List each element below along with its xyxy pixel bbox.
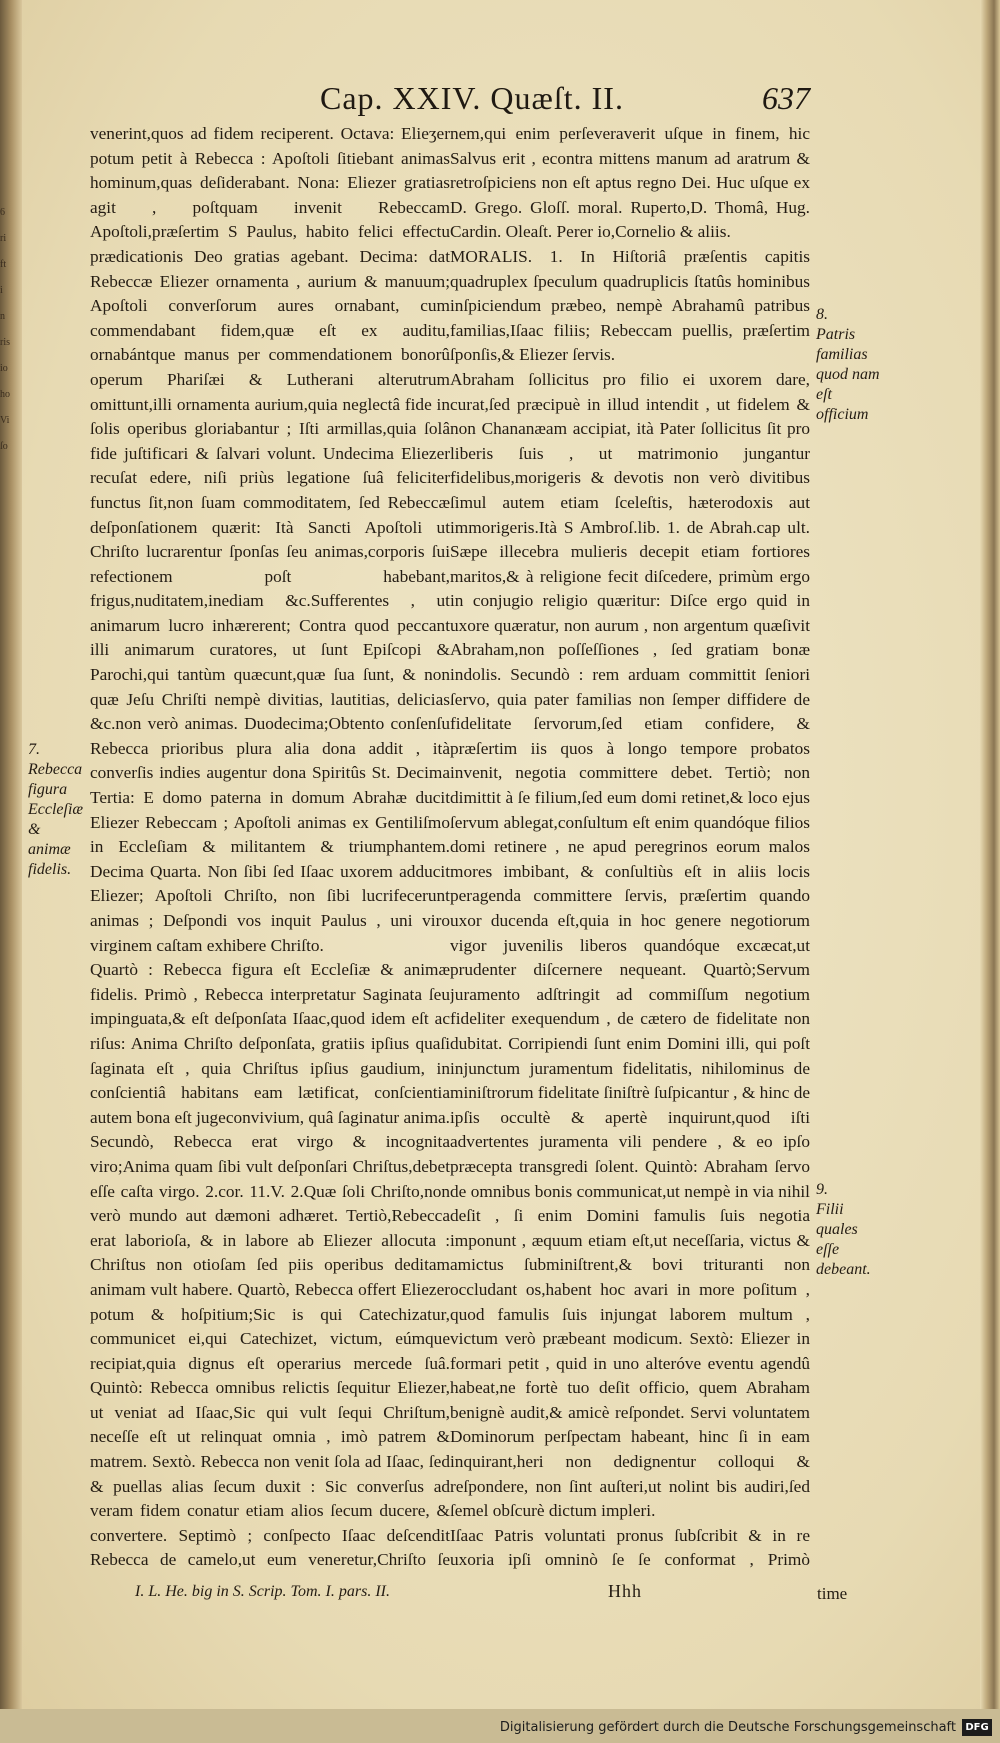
page-number: 637 [762, 80, 810, 116]
signature-line: I. L. He. big in S. Scrip. Tom. I. pars. II. [135, 1583, 390, 1600]
margin-note-8: 8. Patris familias quod nam eſt officium [816, 306, 880, 423]
gutter-fragment: i [0, 285, 3, 296]
gutter-fragment: ſo [0, 441, 8, 452]
gutter-fragment: 6 [0, 207, 5, 218]
text-column-right: nem,qui enim perſeveraverit uſque in finem, hic Salvus erit , econtra mittens manum ad aratrum & retroſpiciens non eſt aptus regno Dei. Huc uſque ex D. Grego. Gloſſ. moral. Ruperto,D. Thomâ, Hug. Cardin. Oleaſt. Perer io,Cornelio & aliis. MORALIS. 1. In Hiſtoriâ præſentis capitis quadruplex ſpeculum quadruplicis ſtatûs hominibus inſpiciendum præbeo, nempè Abrahamû patribus familias,Iſaac filiis; Rebeccam puellis, præſertim ſponſis,& Eliezer ſervis. Abraham ſollicitus pro filio ei uxorem dare, curat,ſed præcipuè in illud intendit , ut fidelem & non Chananæam accipiat, ità Pater ſollicitus ſit pro liberis ſuis , ut matrimonio jungantur fidelibus,morigeris & devotis non verò divitibus ſimul autem etiam ſceleſtis, hæterodoxis aut immorigeris.Ità S Ambroſ.lib. 1. de Abrah.cap ult. Sæpe illecebra mulieris decepit etiam fortiores maritos,& à religione fecit diſcedere, primùm ergo in conjugio religio quæritur: Diſce ergo quid in uxore quæratur, non aurum , non argentum quæſivit Abraham,non poſſeſſiones , ſed gratiam bonæ indolis. Secundò : rem arduam committit ſeniori ſervo, quia pater familias non ſemper diffidere de fidelitate ſervorum,ſed etiam confidere, & præſertim iis quos à longo tempore probatos invenit, negotia committere debet. Tertiò; non dimittit à ſe filium,ſed eum domi retinet,& loco ejus ſervum ablegat,conſultum eſt enim quandóque filios domi retinere , ne apud peregrinos eorum malos mores imbibant, & conſultiùs eſt in aliis locis peragenda committere ſervis, præſertim quando uxor ducenda eſt,quia in hoc genere negotiorum vigor juvenilis liberos quandóque excæcat,ut prudenter diſcernere nequeant. Quartò;Servum juramento adſtringit ad commiſſum negotium fideliter exequendum , de cætero de fidelitate non dubitat. Corripiendi ſunt enim Domini illi, qui poſt injunctum juramentum fidelitatis, nihilominus de miniſtrorum fidelitate ſiniſtrè ſuſpicantur , & hinc de ipſis occultè & apertè inquirunt,quod iſti advertentes juramenta vili pendere , & eo ipſo præcepta transgredi ſolent. Quintò: Abraham ſervo de omnibus bonis communicat,ut nempè in via nihil deſit , ſi enim Domini famulis ſuis negotia imponunt , æquum etiam eſt,ut neceſſaria, victus & amictus ſubminiſtrent,& bovi trituranti non occludant os,habent hoc avari in more poſitum , quod famulis ſuis injungat laborem multum , victum verò præbeant modicum. Sextò: Eliezer in formari petit , quid in uno alteróve eventu agendû habeat,ne fortè tuo deſit officio, quem Abraham benignè audit,& amicè reſpondet. Servi voluntatem Dominorum perſpectam habeant, hinc ſi in eam inquirant,heri non dedignentur colloqui & reſpondere, non ſint auſteri,ut nolint bis audiri,ſed ſemel obſcurè dictum impleri. Iſaac Patris voluntati pronus ſubſcribit & in re uxoria ipſi omninò ſe ſe conformat , Primò [450, 124, 810, 1570]
gutter-fragment: ris [0, 337, 10, 348]
page-edge-right [980, 0, 1000, 1743]
dfg-logo: DFG [962, 1719, 992, 1736]
gutter-fragment: ft [0, 259, 7, 270]
digitization-credit: Digitalisierung gefördert durch die Deutsche Forschungsgemeinschaft [499, 1720, 956, 1735]
gutter-text-fragments [0, 200, 20, 460]
gutter-fragment: n [0, 311, 5, 322]
quire-mark: Hhh [608, 1581, 642, 1601]
catchword: time [817, 1584, 848, 1603]
running-head: Cap. XXIV. Quæſt. II. [320, 80, 624, 116]
page-header [90, 80, 810, 120]
gutter-fragment: Vi [0, 415, 10, 426]
text-column-left: venerint,quos ad fidem reciperent. Octava: Elieʒer potum petit à Rebecca : Apoſtoli ſitiebant animas hominum,quas deſiderabant. Nona: Eliezer gratias agit , poſtquam invenit Rebeccam Apoſtoli,præſertim S Paulus, habito felici effectu prædicationis Deo gratias agebant. Decima: dat Rebeccæ Eliezer ornamenta , aurium & manuum; Apoſtoli converſorum aures ornabant, cum commendabant fidem,quæ eſt ex auditu, ornabántque manus per commendationem bonorû operum Phariſæi & Lutherani alterutrum omittunt,illi ornamenta aurium,quia neglectâ fide in ſolis operibus gloriabantur ; Iſti armillas,quia ſolâ fide juſtificari & ſalvari volunt. Undecima Eliezer recuſat edere, niſi priùs legatione ſuâ feliciter functus ſit,non ſuam commoditatem, ſed Rebeccæ deſponſationem quærit: Ità Sancti Apoſtoli ut Chriſto lucrarentur ſponſas ſeu animas,corporis ſui refectionem poſt habebant, frigus,nuditatem,inediam &c.Sufferentes , ut animarum lucro inhærerent; Contra quod peccant illi animarum curatores, ut ſunt Epiſcopi & Parochi,qui tantùm quæcunt,quæ ſua ſunt, & non quæ Jeſu Chriſti nempè divitias, lautitias, delicias &c.non verò animas. Duodecima;Obtento conſenſu Rebecca prioribus plura alia dona addit , ità converſis indies augentur dona Spiritûs St. Decima Tertia: E domo paterna in domum Abrahæ ducit Eliezer Rebeccam ; Apoſtoli animas ex Gentiliſmo in Eccleſiam & militantem & triumphantem. Decima Quarta. Non ſibi ſed Iſaac uxorem adducit Eliezer; Apoſtoli Chriſto, non ſibi lucrifecerunt animas ; Deſpondi vos inquit Paulus , uni viro virginem caſtam exhibere Chriſto. Quartò : Rebecca figura eſt Eccleſiæ & animæ fidelis. Primò , Rebecca interpretatur Saginata ſeu impinguata,& eſt deſponſata Iſaac,quod idem eſt ac riſus: Anima Chriſto deſponſata, gratiis ipſius quaſi ſaginata eſt , quia Chriſtus ipſius gaudium, in conſcientiâ habitans eam lætificat, conſcientia autem bona eſt jugeconvivium, quâ ſaginatur anima. Secundò, Rebecca erat virgo & incognita viro;Anima quam ſibi vult deſponſari Chriſtus,debet eſſe caſta virgo. 2.cor. 11.V. 2.Quæ ſoli Chriſto,non verò mundo aut dæmoni adhæret. Tertiò,Rebecca erat laborioſa, & in labore ab Eliezer allocuta : Chriſtus non otioſam ſed piis operibus deditam animam vult habere. Quartò, Rebecca offert Eliezer potum & hoſpitium;Sic is qui Catechizatur, communicet ei,qui Catechizet, victum, eúmque recipiat,quia dignus eſt operarius mercede ſuâ. Quintò: Rebecca omnibus relictis ſequitur Eliezer, ut veniat ad Iſaac,Sic qui vult ſequi Chriſtum, neceſſe eſt ut relinquat omnia , imò patrem & matrem. Sextò. Rebecca non venit ſola ad Iſaac, ſed & puellas alias ſecum duxit : Sic converſus ad veram fidem conatur etiam alios ſecum ducere, & convertere. Septimò ; conſpecto Iſaac deſcendit Rebecca de camelo,ut eum veneretur,Chriſto ſe [90, 124, 450, 1570]
gutter-fragment: ho [0, 389, 10, 400]
margin-note-7: 7. Rebecca figura Eccleſiæ & animæ fidelis. [28, 741, 84, 878]
gutter-fragment: ri [0, 233, 7, 244]
margin-note-9: 9. Filii quales eſſe debeant. [816, 1181, 871, 1278]
gutter-fragment: io [0, 363, 8, 374]
